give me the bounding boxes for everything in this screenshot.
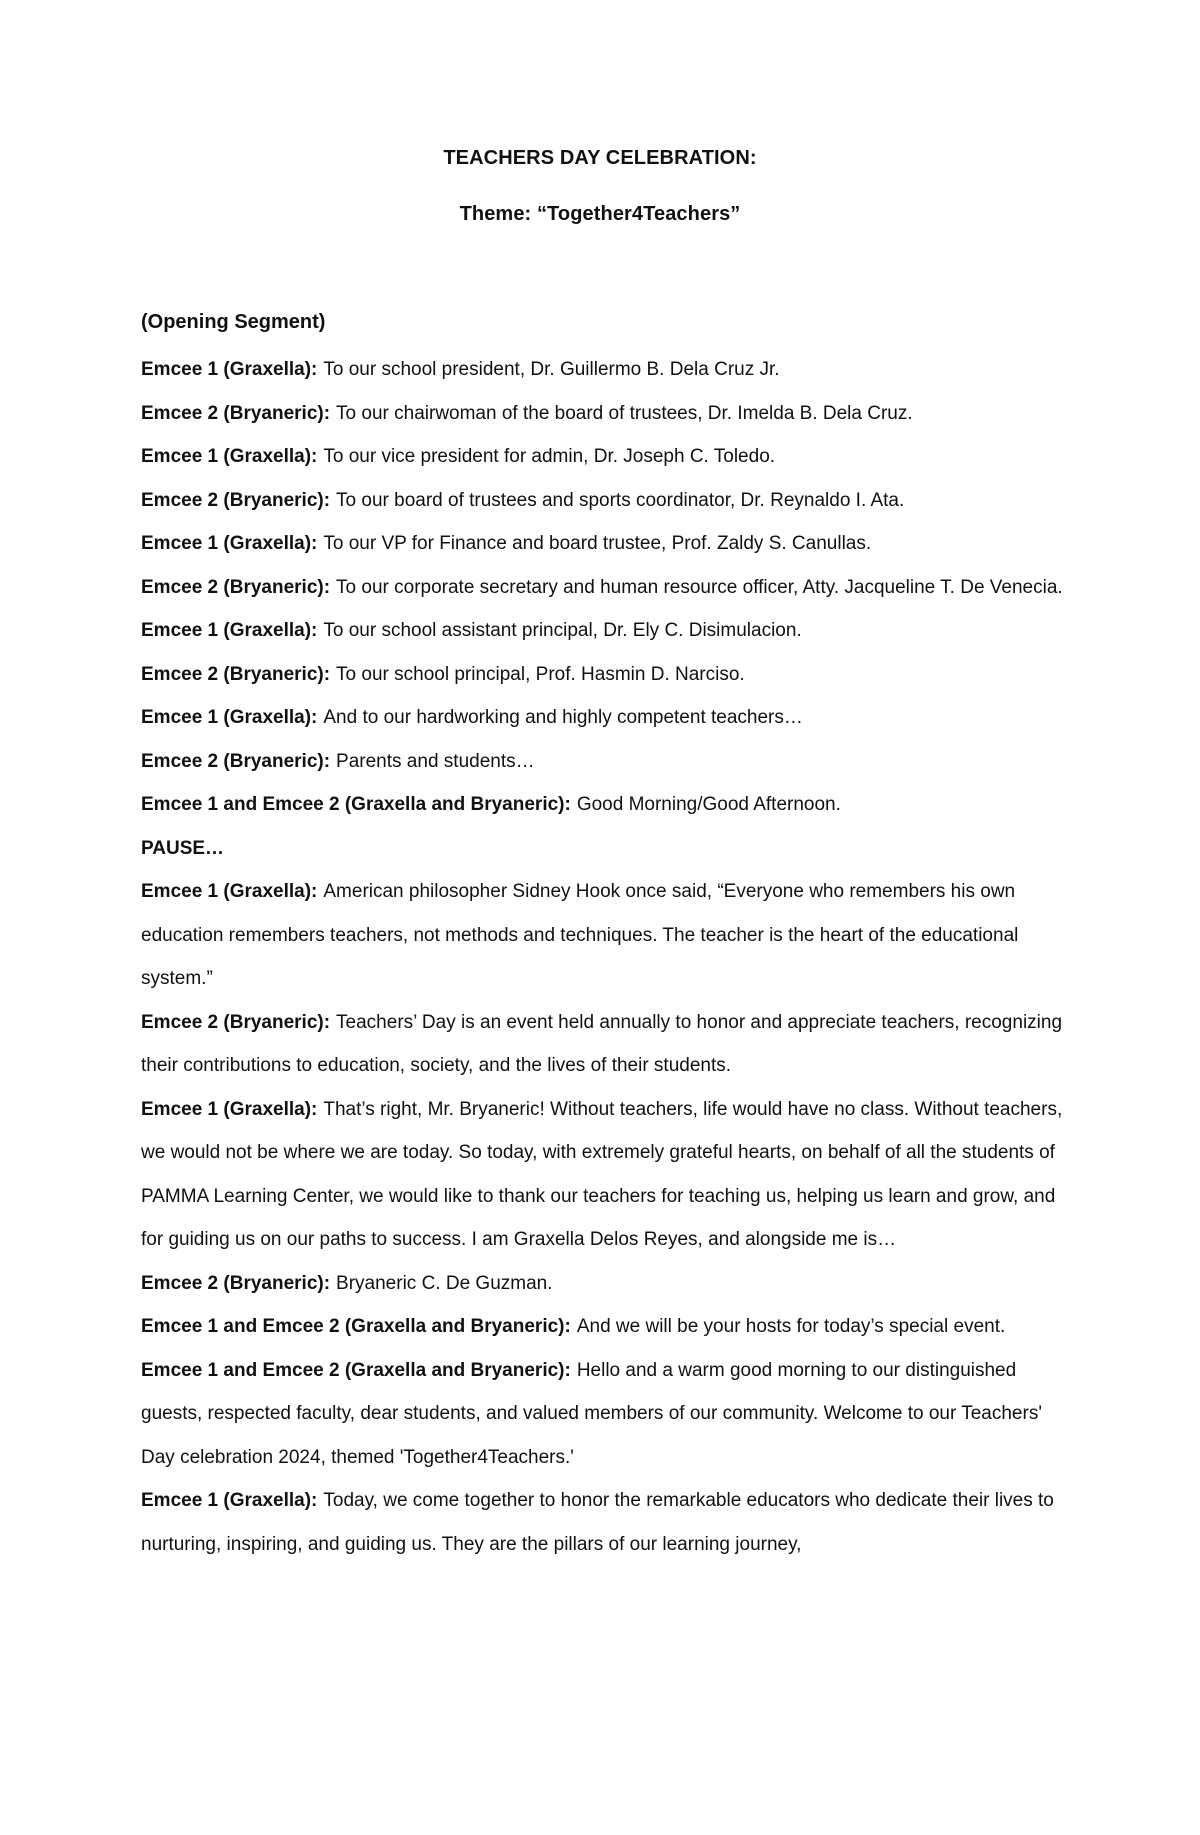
script-line — [141, 479, 1071, 523]
script-line — [141, 653, 1071, 697]
segment-heading: (Opening Segment) — [141, 311, 326, 333]
line-text: And to our hardworking and highly competent teachers… — [323, 707, 803, 728]
script-line — [141, 740, 1071, 784]
script-line — [141, 566, 1071, 610]
line-text: To our chairwoman of the board of trustees, Dr. Imelda B. Dela Cruz. — [336, 402, 913, 424]
speaker-label: Emcee 1 (Graxella): — [141, 881, 318, 902]
line-text: To our school president, Dr. Guillermo B. Dela Cruz Jr. — [323, 359, 780, 380]
speaker-label: Emcee 1 and Emcee 2 (Graxella and Bryaneric): — [141, 1316, 571, 1337]
script-line — [141, 348, 1071, 392]
line-text: To our corporate secretary and human resource officer, Atty. Jacqueline T. De Venecia. — [336, 576, 1063, 598]
speaker-label: Emcee 1 and Emcee 2 (Graxella and Bryaneric): — [141, 1359, 571, 1381]
line-text: Teachers’ Day is an event held annually to honor and appreciate teachers, recognizing their contributions to education, society, and the lives of their students. — [141, 1011, 1063, 1076]
line-text: American philosopher Sidney Hook once said, “Everyone who remembers his own education remembers teachers, not methods and techniques. The teacher is the heart of the educational system.” — [141, 881, 1019, 989]
speaker-label: Emcee 2 (Bryaneric): — [141, 576, 331, 598]
script-lines-1 — [141, 348, 1071, 827]
script-line — [141, 696, 1071, 740]
speaker-label: Emcee 1 (Graxella): — [141, 359, 318, 380]
line-text: To our school assistant principal, Dr. Ely C. Disimulacion. — [323, 620, 802, 641]
line-text: To our school principal, Prof. Hasmin D. Narciso. — [336, 663, 745, 685]
line-text: To our board of trustees and sports coordinator, Dr. Reynaldo I. Ata. — [336, 489, 905, 511]
speaker-label: Emcee 1 (Graxella): — [141, 446, 318, 467]
document-body — [141, 302, 1071, 1566]
line-text: That’s right, Mr. Bryaneric! Without teachers, life would have no class. Without teachers, we would not be where we are today. So today, with extremely grateful hearts, on behalf of all the students of PAMMA Learning Center, we would like to thank our teachers for teaching us, helping us learn and grow, and for guiding us on our paths to success. I am Graxella Delos Reyes, and alongside me is… — [141, 1098, 1063, 1250]
speaker-label: Emcee 1 (Graxella): — [141, 1098, 318, 1120]
line-text: Hello and a warm good morning to our distinguished guests, respected faculty, dear students, and valued members of our community. Welcome to our Teachers' Day celebration 2024, themed 'Together4Teachers.' — [141, 1359, 1042, 1468]
line-text: Good Morning/Good Afternoon. — [576, 794, 841, 815]
script-line — [141, 1001, 1071, 1088]
script-line — [141, 609, 1071, 653]
script-line — [141, 435, 1071, 479]
speaker-label: Emcee 2 (Bryaneric): — [141, 1272, 331, 1294]
line-text: To our vice president for admin, Dr. Joseph C. Toledo. — [323, 446, 776, 467]
script-line — [141, 1305, 1071, 1349]
line-text: And we will be your hosts for today’s special event. — [576, 1316, 1006, 1337]
script-line — [141, 1088, 1071, 1262]
speaker-label: Emcee 1 and Emcee 2 (Graxella and Bryaneric): — [141, 794, 571, 815]
script-line — [141, 522, 1071, 566]
script-line — [141, 1349, 1071, 1480]
speaker-label: Emcee 1 (Graxella): — [141, 707, 318, 728]
script-lines-2 — [141, 870, 1071, 1566]
script-line — [141, 870, 1071, 1001]
document-theme: Theme: “Together4Teachers” — [459, 203, 741, 225]
speaker-label: Emcee 2 (Bryaneric): — [141, 750, 331, 772]
script-line — [141, 392, 1071, 436]
speaker-label: Emcee 1 (Graxella): — [141, 533, 318, 554]
speaker-label: Emcee 1 (Graxella): — [141, 620, 318, 641]
speaker-label: Emcee 2 (Bryaneric): — [141, 489, 331, 511]
document-title: TEACHERS DAY CELEBRATION: — [443, 147, 757, 169]
script-line — [141, 783, 1071, 827]
line-text: Today, we come together to honor the remarkable educators who dedicate their lives to nurturing, inspiring, and guiding us. They are the pillars of our learning journey, — [141, 1490, 1054, 1555]
pause-marker: PAUSE… — [141, 837, 225, 859]
speaker-label: Emcee 1 (Graxella): — [141, 1490, 318, 1511]
line-text: Parents and students… — [336, 750, 535, 772]
line-text: Bryaneric C. De Guzman. — [336, 1272, 553, 1294]
speaker-label: Emcee 2 (Bryaneric): — [141, 402, 331, 424]
script-line — [141, 1479, 1071, 1566]
line-text: To our VP for Finance and board trustee, Prof. Zaldy S. Canullas. — [323, 533, 872, 554]
script-line — [141, 1262, 1071, 1306]
speaker-label: Emcee 2 (Bryaneric): — [141, 1011, 331, 1033]
speaker-label: Emcee 2 (Bryaneric): — [141, 663, 331, 685]
